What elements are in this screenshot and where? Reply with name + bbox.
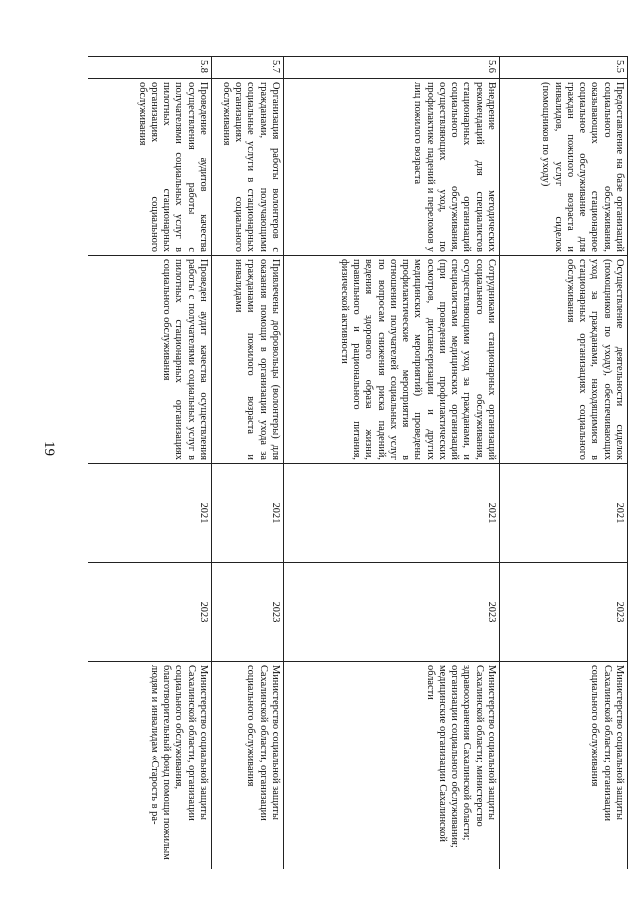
start-year-cell: 2021 (212, 464, 284, 563)
task-cell: Проведение аудитов качества осуществления работы с получателями социальных услуг в пилотных стационарных организациях социального обслуживания (88, 79, 212, 256)
page-number: 19 (41, 441, 57, 456)
start-year-cell: 2021 (284, 464, 500, 563)
table-container (88, 56, 628, 869)
executor-cell: Министерство социальной защиты Сахалинской области; организации социального обслуживания (500, 662, 628, 870)
result-cell: Проведен аудит качества осуществления работы с получателями социальных услуг в пилотных стационарных организациях социального обслуживания (88, 256, 212, 464)
row-number: 5.8 (88, 57, 212, 79)
row-number: 5.7 (212, 57, 284, 79)
end-year-cell: 2023 (500, 563, 628, 662)
row-number: 5.6 (284, 57, 500, 79)
table-row (212, 57, 284, 870)
result-cell: Сотрудниками стационарных организаций социального обслуживания, осуществляющими уход за гражданами, и специалистами медицинских организаций (при проведении профилактических осмотров, диспансеризации и других медицинских мероприятий) проведены профилактические мероприятия в отношении получателей социальных услуг по вопросам снижения риска падений, ведения здорового образа жизни, правильного и рационального питания, физической активности (284, 256, 500, 464)
rotated-table-frame (88, 56, 628, 869)
table-row (88, 57, 212, 870)
result-cell: Привлечены добровольцы (волонтеры) для оказания помощи в организации ухода за гражданами пожилого возраста и инвалидами (212, 256, 284, 464)
task-cell: Организация работы волонтеров с гражданами, получающими социальные услуги в стационарных организациях социального обслуживания (212, 79, 284, 256)
executor-cell: Министерство социальной защиты Сахалинской области, организации социального обслуживания (212, 662, 284, 870)
end-year-cell: 2023 (88, 563, 212, 662)
start-year-cell: 2021 (500, 464, 628, 563)
task-cell: Внедрение методических рекомендаций для специалистов стационарных организаций социального обслуживания, осуществляющих уход, по профилактике падений и переломов у лиц пожилого возраста (284, 79, 500, 256)
executor-cell: Министерство социальной защиты Сахалинской области, организации социального обслуживания, благотворительный фонд помощи пожилым людям и инвалидам «Старость в ра- (88, 662, 212, 870)
end-year-cell: 2023 (284, 563, 500, 662)
executor-cell: Министерство социальной защиты Сахалинской области; министерство здравоохранения Сахалинской области; организации социального обслуживания; медицинские организации Сахалинской области (284, 662, 500, 870)
task-cell: Предоставление на базе организаций социального обслуживания, оказывающих стационарное социальное обслуживание для граждан пожилого возраста и инвалидов, услуг сиделок (помощников по уходу) (500, 79, 628, 256)
start-year-cell: 2021 (88, 464, 212, 563)
result-cell: Осуществление деятельности сиделок (помощников по уходу), обеспечивающих уход за гражданами, находящимися в стационарных организациях социального обслуживания (500, 256, 628, 464)
row-number: 5.5 (500, 57, 628, 79)
table-row (284, 57, 500, 870)
table-row (500, 57, 628, 870)
measures-table (88, 56, 628, 869)
end-year-cell: 2023 (212, 563, 284, 662)
